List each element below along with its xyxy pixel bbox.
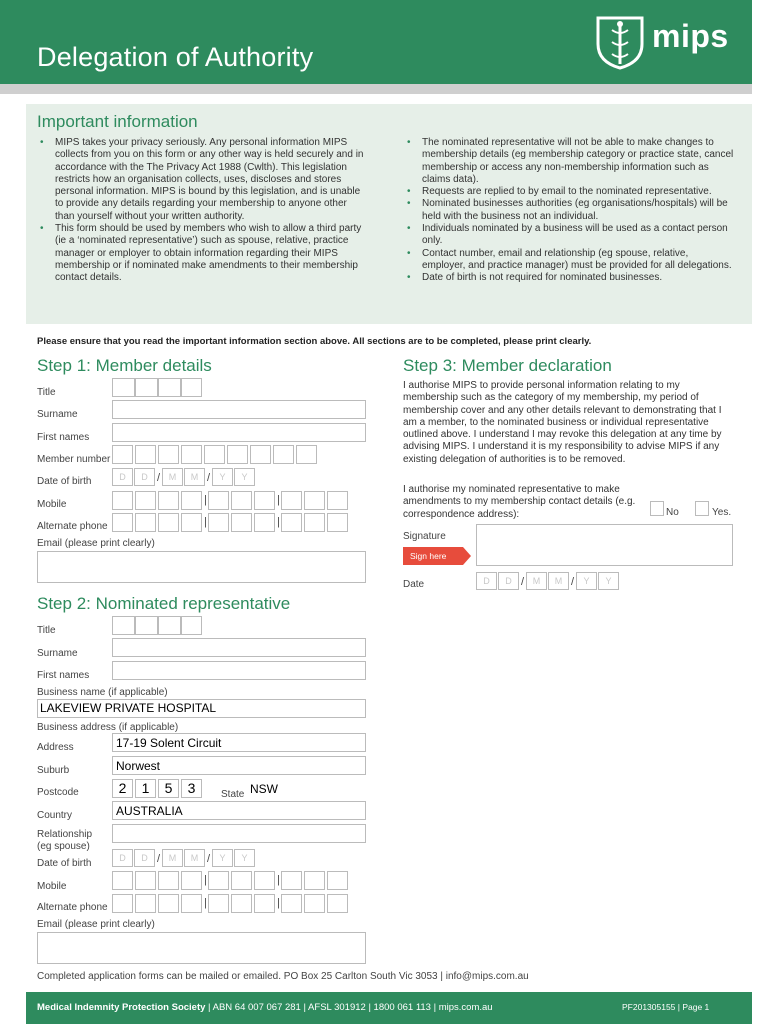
yes-checkbox[interactable] (695, 501, 709, 516)
no-checkbox[interactable] (650, 501, 664, 516)
phone-digit-cell[interactable] (112, 894, 133, 913)
footer-contact: | ABN 64 007 067 281 | AFSL 301912 | 1800 061 113 | mips.com.au (205, 1002, 493, 1013)
phone-digit-cell[interactable] (281, 871, 302, 890)
no-label: No (666, 507, 679, 518)
phone-digit-cell[interactable] (304, 871, 325, 890)
business-name-value: LAKEVIEW PRIVATE HOSPITAL (40, 701, 217, 715)
step3-title: Step 3: Member declaration (403, 356, 612, 375)
member-number-cell[interactable] (181, 445, 202, 464)
email-label: Email (please print clearly) (37, 538, 155, 549)
title-label: Title (37, 387, 56, 398)
rep-mobile-label: Mobile (37, 881, 67, 892)
separator: / (521, 576, 525, 588)
phone-digit-cell[interactable] (254, 871, 275, 890)
member-number-cell[interactable] (135, 445, 156, 464)
step2-title: Step 2: Nominated representative (37, 594, 291, 613)
info-left-column (37, 137, 367, 285)
rep-email-field[interactable] (37, 932, 366, 964)
separator: | (277, 897, 280, 909)
relationship-label: Relationship (37, 829, 93, 840)
separator: / (571, 576, 575, 588)
separator: | (277, 516, 280, 528)
country-label: Country (37, 810, 73, 821)
relationship-field[interactable] (112, 824, 366, 843)
mobile-label: Mobile (37, 499, 67, 510)
phone-digit-cell[interactable] (181, 513, 202, 532)
date-digit-cell[interactable]: Y (234, 468, 255, 486)
footer-org: Medical Indemnity Protection Society (37, 1002, 206, 1013)
separator: / (207, 472, 211, 484)
surname-label: Surname (37, 409, 78, 420)
phone-digit-cell[interactable] (281, 513, 302, 532)
member-title-box-2[interactable] (135, 378, 158, 397)
date-digit-cell[interactable]: M (184, 468, 205, 486)
state-label: State (221, 789, 245, 800)
member-number-cell[interactable] (296, 445, 317, 464)
info-bullet: • This form should be used by members who wish to allow a third party (ie a ‘nominated representative’) such as spouse, relative, practice manager or employer to obtain information regarding their MIPS membership or if nominated make amendments to their membership contact details. (37, 223, 367, 284)
phone-digit-cell[interactable] (135, 894, 156, 913)
date-digit-cell[interactable]: M (184, 849, 205, 867)
separator: | (277, 494, 280, 506)
date-digit-cell[interactable]: M (162, 849, 183, 867)
declaration-text: I authorise MIPS to provide personal information relating to my membership such as the category of my membership, my period of membership cover and any other details relevant to demonstrating that I am a member, to the nominated business or individual representative outlined above. I understand I may revoke this delegation at any time by advising MIPS. I understand it is my responsibility to advise MIPS if any existing delegation of authorities is to be removed. (403, 380, 722, 465)
member-email-field[interactable] (37, 551, 366, 583)
phone-digit-cell[interactable] (112, 491, 133, 510)
phone-digit-cell[interactable] (254, 491, 275, 510)
rep-dob-label: Date of birth (37, 858, 92, 869)
date-digit-cell[interactable]: Y (212, 849, 233, 867)
member-number-cell[interactable] (112, 445, 133, 464)
phone-digit-cell[interactable] (208, 513, 229, 532)
phone-digit-cell[interactable] (231, 513, 252, 532)
phone-digit-cell[interactable] (135, 513, 156, 532)
date-digit-cell[interactable]: D (134, 468, 155, 486)
postcode-digit-cell[interactable]: 3 (181, 779, 202, 798)
phone-digit-cell[interactable] (158, 491, 179, 510)
separator: / (157, 472, 161, 484)
member-title-box-1[interactable] (112, 378, 135, 397)
phone-digit-cell[interactable] (281, 894, 302, 913)
phone-digit-cell[interactable] (304, 894, 325, 913)
step1-title: Step 1: Member details (37, 356, 212, 375)
rep-email-label: Email (please print clearly) (37, 919, 155, 930)
amend-text: I authorise my nominated representative to make amendments to my membership contact details (e.g. correspondence address): (403, 484, 636, 520)
sign-here-tag: Sign here (403, 547, 463, 565)
signature-field[interactable] (476, 524, 733, 566)
rep-title-box-2[interactable] (135, 616, 158, 635)
separator: | (204, 874, 207, 886)
separator: / (207, 853, 211, 865)
country-value: AUSTRALIA (116, 804, 183, 818)
rep-surname-field[interactable] (112, 638, 366, 657)
phone-digit-cell[interactable] (231, 894, 252, 913)
phone-digit-cell[interactable] (254, 894, 275, 913)
date-digit-cell[interactable]: Y (234, 849, 255, 867)
separator: | (204, 897, 207, 909)
member-surname-field[interactable] (112, 400, 366, 419)
relationship-hint: (eg spouse) (37, 841, 90, 852)
first-names-label: First names (37, 432, 90, 443)
logo-text: mips (652, 18, 729, 54)
postcode-digit-cell[interactable]: 5 (158, 779, 179, 798)
separator: | (204, 494, 207, 506)
address-value: 17-19 Solent Circuit (116, 736, 222, 750)
phone-digit-cell[interactable] (327, 491, 348, 510)
phone-digit-cell[interactable] (254, 513, 275, 532)
phone-digit-cell[interactable] (158, 513, 179, 532)
info-bullet: • Nominated businesses authorities (eg organisations/hospitals) will be held with the business not an individual. (404, 198, 734, 223)
phone-digit-cell[interactable] (327, 871, 348, 890)
date-digit-cell[interactable]: D (134, 849, 155, 867)
info-bullet: • Individuals nominated by a business will be used as a contact person only. (404, 223, 734, 248)
info-bullet: • Requests are replied to by email to the nominated representative. (404, 186, 734, 198)
phone-digit-cell[interactable] (327, 894, 348, 913)
postcode-digit-cell[interactable]: 2 (112, 779, 133, 798)
separator: | (277, 874, 280, 886)
member-title-box-3[interactable] (158, 378, 181, 397)
member-number-cell[interactable] (250, 445, 271, 464)
separator: / (157, 853, 161, 865)
phone-digit-cell[interactable] (158, 894, 179, 913)
business-name-label: Business name (if applicable) (37, 687, 168, 698)
phone-digit-cell[interactable] (304, 513, 325, 532)
phone-digit-cell[interactable] (231, 871, 252, 890)
info-bullet: • The nominated representative will not be able to make changes to membership details (eg membership category or practice state, cancel membership or access any non-membership information such as claims data). (404, 137, 734, 186)
postcode-digit-cell[interactable]: 1 (135, 779, 156, 798)
rep-surname-label: Surname (37, 648, 78, 659)
important-info-title: Important information (37, 112, 198, 131)
phone-digit-cell[interactable] (135, 871, 156, 890)
phone-digit-cell[interactable] (112, 871, 133, 890)
page-number: PF201305155 | Page 1 (622, 1002, 710, 1012)
suburb-value: Norwest (116, 759, 161, 773)
date-digit-cell[interactable]: D (476, 572, 497, 590)
phone-digit-cell[interactable] (231, 491, 252, 510)
footer-details (37, 1002, 493, 1013)
alt-phone-label: Alternate phone (37, 521, 108, 532)
notice-text: Please ensure that you read the important information section above. All sections are to be completed, please print clearly. (37, 336, 592, 347)
member-number-cell[interactable] (273, 445, 294, 464)
phone-digit-cell[interactable] (181, 491, 202, 510)
date-digit-cell[interactable]: Y (598, 572, 619, 590)
phone-digit-cell[interactable] (181, 894, 202, 913)
info-bullet: • Date of birth is not required for nominated businesses. (404, 272, 734, 284)
date-label: Date (403, 579, 425, 590)
rep-alt-phone-label: Alternate phone (37, 902, 108, 913)
phone-digit-cell[interactable] (135, 491, 156, 510)
yes-label: Yes. (712, 507, 732, 518)
phone-digit-cell[interactable] (158, 871, 179, 890)
date-digit-cell[interactable]: M (162, 468, 183, 486)
phone-digit-cell[interactable] (208, 491, 229, 510)
phone-digit-cell[interactable] (327, 513, 348, 532)
postcode-label: Postcode (37, 787, 79, 798)
member-number-cell[interactable] (227, 445, 248, 464)
rep-title-box-1[interactable] (112, 616, 135, 635)
phone-digit-cell[interactable] (208, 894, 229, 913)
rep-first-names-label: First names (37, 670, 90, 681)
phone-digit-cell[interactable] (208, 871, 229, 890)
phone-digit-cell[interactable] (304, 491, 325, 510)
member-number-cell[interactable] (204, 445, 225, 464)
phone-digit-cell[interactable] (281, 491, 302, 510)
date-digit-cell[interactable]: Y (212, 468, 233, 486)
date-digit-cell[interactable]: M (548, 572, 569, 590)
rep-title-label: Title (37, 625, 56, 636)
info-right-column (404, 137, 734, 285)
suburb-label: Suburb (37, 765, 70, 776)
rep-title-box-4[interactable] (181, 616, 202, 635)
footer-note: Completed application forms can be mailed or emailed. PO Box 25 Carlton South Vic 3053 | info@mips.com.au (37, 971, 529, 982)
date-digit-cell[interactable]: Y (576, 572, 597, 590)
header-divider (0, 84, 752, 94)
date-digit-cell[interactable]: D (112, 849, 133, 867)
state-value: NSW (250, 782, 278, 796)
date-digit-cell[interactable]: M (526, 572, 547, 590)
page-title: Delegation of Authority (37, 42, 314, 72)
rep-title-box-3[interactable] (158, 616, 181, 635)
dob-label: Date of birth (37, 476, 92, 487)
separator: | (204, 516, 207, 528)
member-first-names-field[interactable] (112, 423, 366, 442)
info-bullet: • MIPS takes your privacy seriously. Any personal information MIPS collects from you on this form or any other way is held securely and in accordance with the The Privacy Act 1988 (Cwlth). This legislation restricts how an organisation collects, uses, discloses and stores personal information. MIPS is bound by this legislation, and is unable to provide any details regarding your membership to anyone other than yourself without your written authority. (37, 137, 367, 223)
member-number-label: Member number (37, 454, 111, 465)
member-number-cell[interactable] (158, 445, 179, 464)
info-bullet: • Contact number, email and relationship (eg spouse, relative, employer, and practice manager) must be provided for all delegations. (404, 248, 734, 273)
phone-digit-cell[interactable] (112, 513, 133, 532)
phone-digit-cell[interactable] (181, 871, 202, 890)
member-title-box-4[interactable] (181, 378, 202, 397)
business-address-label: Business address (if applicable) (37, 722, 179, 733)
date-digit-cell[interactable]: D (112, 468, 133, 486)
address-label: Address (37, 742, 74, 753)
date-digit-cell[interactable]: D (498, 572, 519, 590)
rep-first-names-field[interactable] (112, 661, 366, 680)
signature-label: Signature (403, 531, 446, 542)
